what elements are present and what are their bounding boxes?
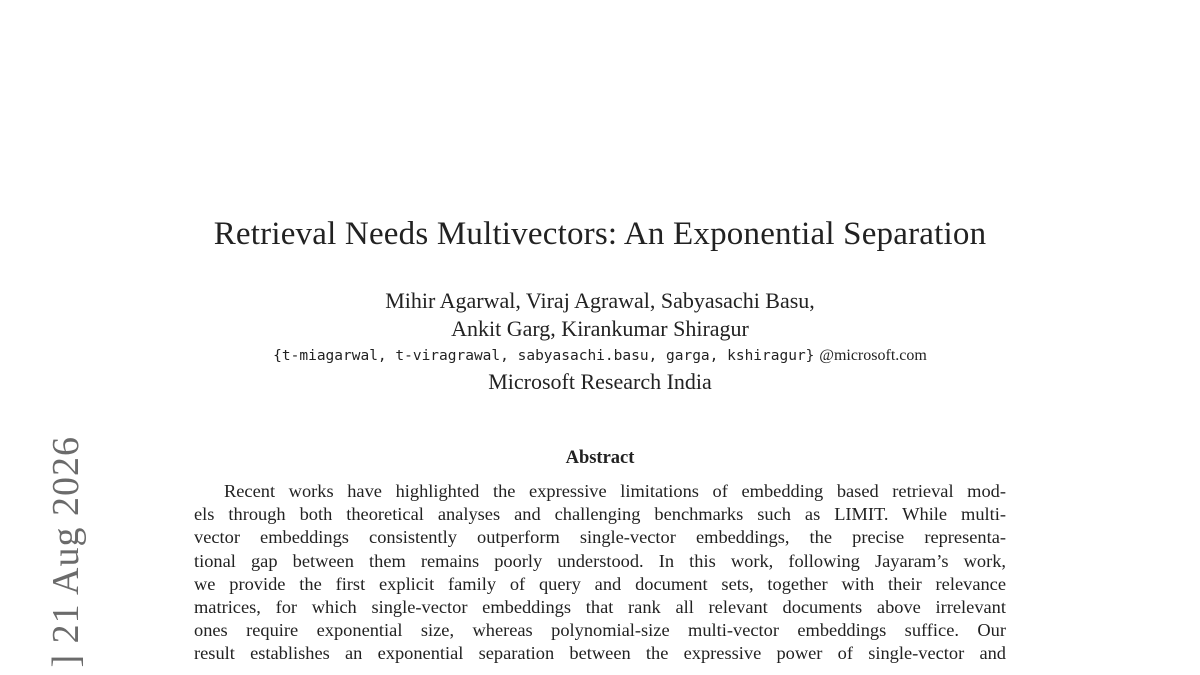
arxiv-side-stamp (28, 436, 88, 675)
author-emails (0, 346, 1200, 365)
abstract-line: we provide the first explicit family of query and document sets, together with their relevance (194, 573, 1006, 594)
abstract-line: Recent works have highlighted the expressive limitations of embedding based retrieval mod- (224, 481, 1006, 501)
abstract-line: tional gap between them remains poorly understood. In this work, following Jayaram’s work, (194, 550, 1006, 571)
author-list (0, 287, 1200, 343)
abstract-line: els through both theoretical analyses and challenging benchmarks such as LIMIT. While multi- (194, 504, 1006, 525)
abstract-line: vector embeddings consistently outperform single-vector embeddings, the precise representa- (194, 527, 1006, 548)
abstract-heading: Abstract (565, 448, 635, 468)
abstract-line: matrices, for which single-vector embeddings that rank all relevant documents above irrelevant (194, 596, 1006, 617)
abstract-line: result establishes an exponential separation between the expressive power of single-vector and (194, 643, 1006, 664)
arxiv-date-label: ] 21 Aug 2026 (45, 436, 87, 668)
author-line: Mihir Agarwal, Viraj Agrawal, Sabyasachi Basu, (385, 288, 815, 313)
abstract-body (194, 480, 1006, 666)
author-line: Ankit Garg, Kirankumar Shiragur (451, 316, 749, 341)
email-domain: @microsoft.com (819, 347, 927, 364)
abstract-line: ones require exponential size, whereas polynomial-size multi-vector embeddings suffice. Our (194, 620, 1006, 641)
affiliation: Microsoft Research India (488, 369, 712, 394)
paper-title: Retrieval Needs Multivectors: An Exponential Separation (213, 216, 987, 252)
email-handles: {t-miagarwal, t-viragrawal, sabyasachi.basu, garga, kshiragur} (273, 348, 815, 364)
